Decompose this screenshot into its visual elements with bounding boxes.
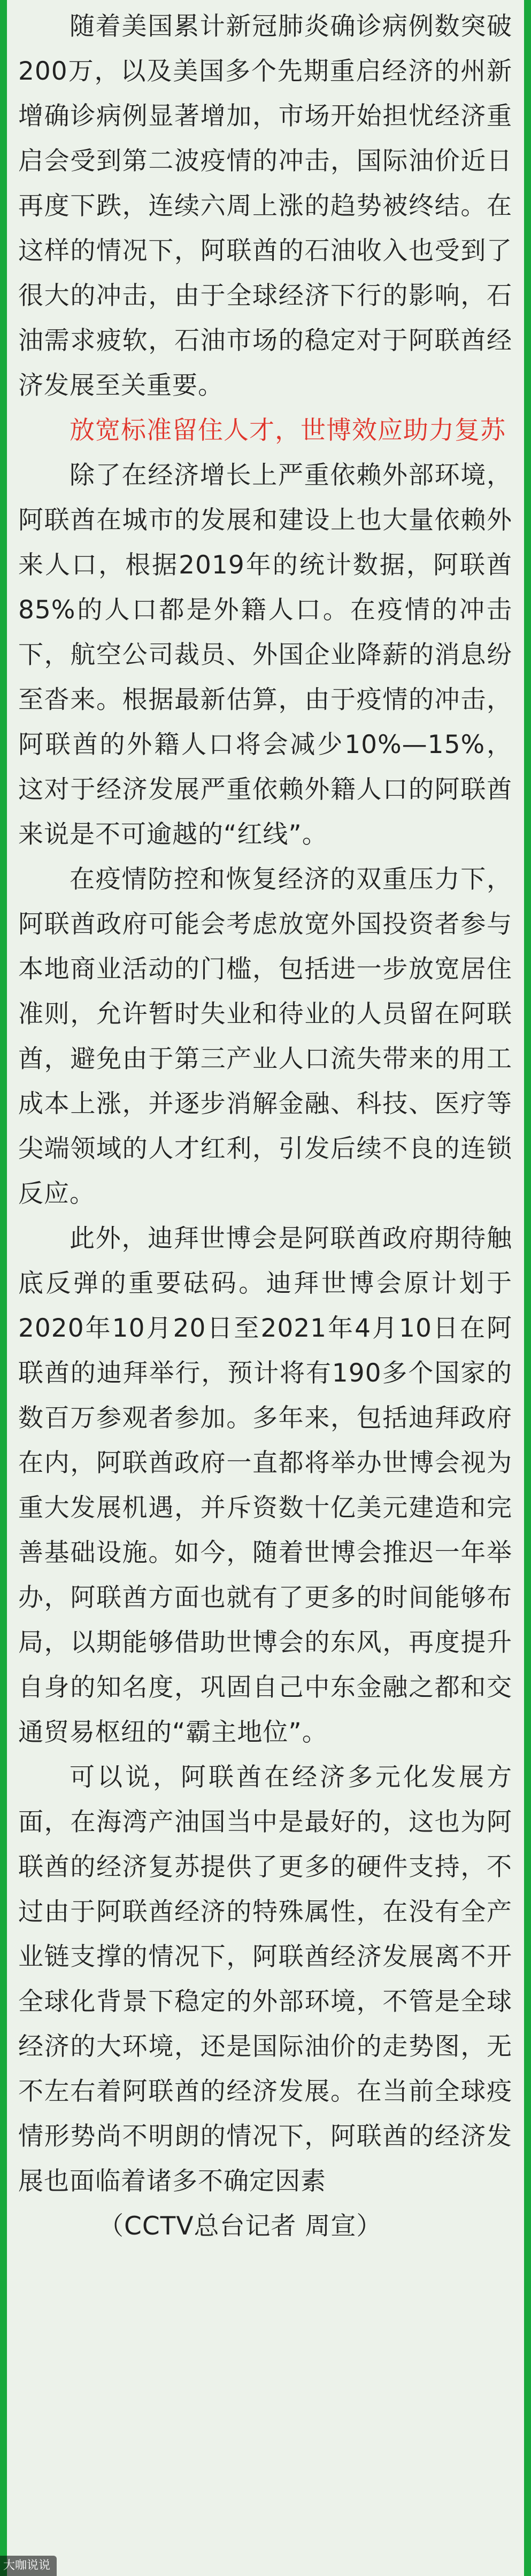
- article-paragraph-4: 此外，迪拜世博会是阿联酋政府期待触底反弹的重要砝码。迪拜世博会原计划于2020年10月20日至2021年4月10日在阿联酋的迪拜举行，预计将有190多个国家的数百万参观者参加。多年来，包括迪拜政府在内，阿联酋政府一直都将举办世博会视为重大发展机遇，并斥资数十亿美元建造和完善基础设施。如今，随着世博会推迟一年举办，阿联酋方面也就有了更多的时间能够布局，以期能够借助世博会的东风，再度提升自身的知名度，巩固自己中东金融之都和交通贸易枢纽的“霸主地位”。: [18, 1224, 512, 1747]
- watermark-text: 大咖说说: [3, 2559, 51, 2572]
- right-green-border: [524, 0, 531, 2576]
- article-body: [18, 4, 512, 2249]
- article-byline: （CCTV总台记者 周宣）: [98, 2212, 382, 2241]
- article-paragraph-1: 随着美国累计新冠肺炎确诊病例数突破200万，以及美国多个先期重启经济的州新增确诊病例显著增加，市场开始担忧经济重启会受到第二波疫情的冲击，国际油价近日再度下跌，连续六周上涨的趋势被终结。在这样的情况下，阿联酋的石油收入也受到了很大的冲击，由于全球经济下行的影响，石油需求疲软，石油市场的稳定对于阿联酋经济发展至关重要。: [18, 12, 512, 400]
- left-green-border: [0, 0, 7, 2576]
- watermark: [0, 2556, 57, 2576]
- article-paragraph-5: 可以说，阿联酋在经济多元化发展方面，在海湾产油国当中是最好的，这也为阿联酋的经济复苏提供了更多的硬件支持，不过由于阿联酋经济的特殊属性，在没有全产业链支撑的情况下，阿联酋经济发展离不开全球化背景下稳定的外部环境，不管是全球经济的大环境，还是国际油价的走势图，无不左右着阿联酋的经济发展。在当前全球疫情形势尚不明朗的情况下，阿联酋的经济发展也面临着诸多不确定因素: [18, 1763, 512, 2196]
- article-paragraph-3: 在疫情防控和恢复经济的双重压力下，阿联酋政府可能会考虑放宽外国投资者参与本地商业活动的门槛，包括进一步放宽居住准则，允许暂时失业和待业的人员留在阿联酋，避免由于第三产业人口流失带来的用工成本上涨，并逐步消解金融、科技、医疗等尖端领域的人才红利，引发后续不良的连锁反应。: [18, 865, 512, 1208]
- article-subheading: 放宽标准留住人才，世博效应助力复苏: [70, 416, 506, 445]
- article-paragraph-2: 除了在经济增长上严重依赖外部环境，阿联酋在城市的发展和建设上也大量依赖外来人口，根据2019年的统计数据，阿联酋85%的人口都是外籍人口。在疫情的冲击下，航空公司裁员、外国企业降薪的消息纷至沓来。根据最新估算，由于疫情的冲击，阿联酋的外籍人口将会减少10%—15%，这对于经济发展严重依赖外籍人口的阿联酋来说是不可逾越的“红线”。: [18, 461, 512, 849]
